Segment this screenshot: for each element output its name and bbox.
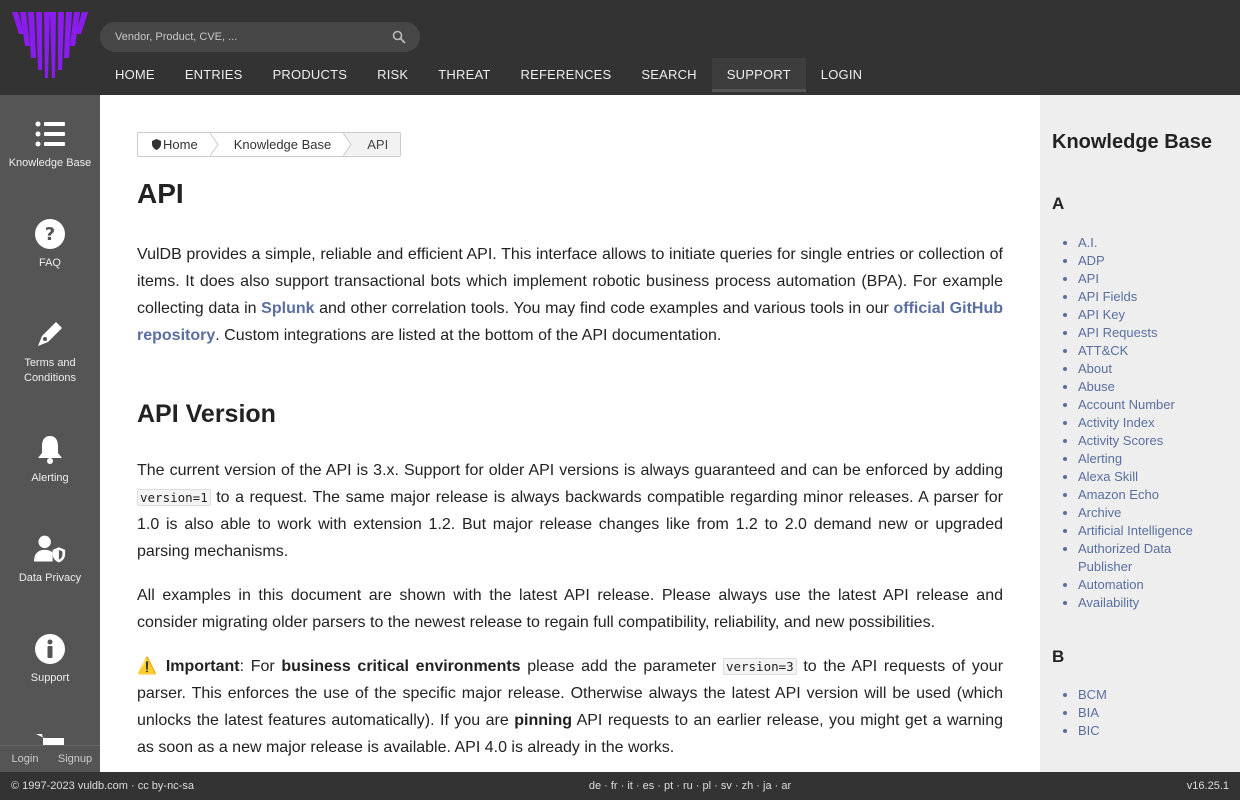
- code-version-1: version=1: [137, 489, 211, 506]
- svg-text:?: ?: [44, 224, 56, 245]
- code-version-3: version=3: [723, 658, 797, 675]
- sidebar-item-data-privacy[interactable]: [0, 533, 100, 586]
- footer: [0, 772, 1240, 800]
- bold-text: pinning: [514, 712, 572, 729]
- letter-heading-a: A: [1052, 194, 1065, 213]
- important-label: Important: [165, 658, 240, 675]
- list-item[interactable]: • Account Number: [1078, 396, 1228, 414]
- list-item[interactable]: • Activity Scores: [1078, 432, 1228, 450]
- sidebar-item-label: FAQ: [38, 257, 61, 269]
- kb-list-b: [1078, 686, 1228, 740]
- list-item[interactable]: • Authorized Data Publisher: [1078, 540, 1228, 576]
- list-item[interactable]: • Activity Index: [1078, 414, 1228, 432]
- question-icon: [34, 218, 66, 250]
- paragraph-text: to a request. The same major release is always backwards compatible regarding minor releases. A parser for 1.0 is also able to work with extension 1.2. But major release changes like from 1.2 to 2.0 demand new or upgraded parsing mechanisms.: [137, 489, 1003, 560]
- letter-heading-b: B: [1052, 647, 1065, 666]
- version-paragraph: [137, 457, 1003, 565]
- list-item[interactable]: • Amazon Echo: [1078, 486, 1228, 504]
- paragraph-text: The current version of the API is 3.x. Support for older API versions is always guaranteed and can be enforced by adding: [137, 462, 1003, 479]
- list-item[interactable]: • Artificial Intelligence: [1078, 522, 1228, 540]
- list-item[interactable]: • ATT&CK: [1078, 342, 1228, 360]
- signup-link[interactable]: Signup: [57, 753, 93, 765]
- bell-icon: [34, 433, 66, 465]
- sidebar-item-faq[interactable]: [0, 218, 100, 271]
- list-item[interactable]: • Abuse: [1078, 378, 1228, 396]
- paragraph-text: API requests to an earlier release, you might get a warning as soon as a new major release is available. API 4.0 is already in the works.: [137, 712, 1003, 756]
- nav-search[interactable]: SEARCH: [641, 67, 697, 82]
- sidebar-item-label: Data Privacy: [18, 572, 82, 584]
- sidebar-item-label: Alerting: [31, 472, 69, 484]
- top-header: [0, 0, 1240, 95]
- user-shield-icon: [34, 533, 66, 565]
- section-title-api-version: API Version: [137, 400, 276, 428]
- nav-home[interactable]: HOME: [115, 67, 155, 82]
- shield-icon: [152, 139, 161, 150]
- nav-login[interactable]: LOGIN: [820, 67, 863, 82]
- sidebar-item-knowledge-base[interactable]: [0, 118, 100, 171]
- list-item[interactable]: • BIC: [1078, 722, 1228, 740]
- list-item[interactable]: • BCM: [1078, 686, 1228, 704]
- kb-list-a: [1078, 234, 1228, 612]
- sidebar-item-support[interactable]: [0, 633, 100, 686]
- nav-products[interactable]: PRODUCTS: [272, 67, 348, 82]
- list-item[interactable]: • API Requests: [1078, 324, 1228, 342]
- nav-support[interactable]: SUPPORT: [712, 58, 806, 92]
- intro-paragraph: [137, 241, 1003, 349]
- search-icon[interactable]: [392, 30, 406, 44]
- sidebar-item-terms[interactable]: [0, 318, 100, 386]
- intro-text: VulDB provides a simple, reliable and efficient API. This interface allows to initiate queries for single entries or collection of items. It does also support transactional bots which implement robotic business process automation (BPA). For example collecting data in: [137, 246, 1003, 317]
- breadcrumb-knowledge-base[interactable]: Knowledge Base: [233, 137, 332, 152]
- list-item[interactable]: • Alerting: [1078, 450, 1228, 468]
- list-item[interactable]: • ADP: [1078, 252, 1228, 270]
- login-link[interactable]: Login: [11, 753, 39, 765]
- paragraph-text: : For: [239, 658, 282, 675]
- nav-references[interactable]: REFERENCES: [520, 67, 612, 82]
- sidebar-item-label: Terms and Conditions: [24, 357, 76, 384]
- list-item[interactable]: • Alexa Skill: [1078, 468, 1228, 486]
- main-content: [100, 95, 1040, 772]
- sidebar-item-label: Knowledge Base: [8, 157, 92, 169]
- list-item[interactable]: • API Key: [1078, 306, 1228, 324]
- search-box[interactable]: [100, 22, 420, 52]
- footer-languages[interactable]: de · fr · it · es · pt · ru · pl · sv · zh · ja · ar: [588, 780, 792, 792]
- list-item[interactable]: • A.I.: [1078, 234, 1228, 252]
- paragraph-text: to the API requests of your parser. This enforces the use of the specific major release. Otherwise always the latest API version will be used (which unlocks the latest features automatically). If you are: [137, 658, 1004, 729]
- list-item[interactable]: • Availability: [1078, 594, 1228, 612]
- list-icon: [34, 118, 66, 150]
- list-item[interactable]: • API: [1078, 270, 1228, 288]
- warning-icon: ⚠️: [137, 658, 160, 675]
- page-title: API: [137, 178, 184, 209]
- list-item[interactable]: • Archive: [1078, 504, 1228, 522]
- important-paragraph: [137, 653, 1003, 761]
- github-link[interactable]: official GitHub repository: [137, 300, 1004, 344]
- breadcrumb-home[interactable]: [138, 133, 210, 156]
- breadcrumb-home-label: Home: [163, 137, 198, 152]
- left-sidebar: [0, 95, 100, 772]
- list-item[interactable]: • API Fields: [1078, 288, 1228, 306]
- sidebar-item-alerting[interactable]: [0, 433, 100, 486]
- breadcrumb-current: API: [353, 133, 400, 156]
- examples-paragraph: All examples in this document are shown with the latest API release. Please always use the latest API release and consider migrating older parsers to the newest release to regain full compatibility, reliability, and new possibilities.: [137, 587, 1003, 631]
- intro-text: . Custom integrations are listed at the bottom of the API documentation.: [215, 327, 722, 344]
- bold-text: business critical environments: [281, 658, 521, 675]
- kb-index-title: Knowledge Base: [1052, 131, 1213, 153]
- paragraph-text: please add the parameter: [520, 658, 723, 675]
- main-nav: [100, 58, 877, 92]
- pen-icon: [34, 318, 66, 350]
- nav-risk[interactable]: RISK: [377, 67, 409, 82]
- intro-text: and other correlation tools. You may find code examples and various tools in our: [314, 300, 894, 317]
- splunk-link[interactable]: Splunk: [261, 300, 315, 317]
- footer-copyright: © 1997-2023 vuldb.com · cc by-nc-sa: [11, 780, 194, 792]
- breadcrumb-separator: [210, 133, 220, 156]
- sidebar-account-links: [0, 745, 100, 772]
- vuldb-logo[interactable]: [10, 12, 90, 80]
- nav-entries[interactable]: ENTRIES: [184, 67, 243, 82]
- info-icon: [34, 633, 66, 665]
- search-input[interactable]: [115, 29, 375, 45]
- list-item[interactable]: • BIA: [1078, 704, 1228, 722]
- list-item[interactable]: • About: [1078, 360, 1228, 378]
- sidebar-item-label: Support: [30, 672, 70, 684]
- breadcrumb-separator: [343, 133, 353, 156]
- footer-version: v16.25.1: [1186, 780, 1229, 792]
- right-sidebar: [1040, 95, 1240, 772]
- nav-threat[interactable]: THREAT: [438, 67, 491, 82]
- breadcrumb: [137, 132, 401, 157]
- list-item[interactable]: • Automation: [1078, 576, 1228, 594]
